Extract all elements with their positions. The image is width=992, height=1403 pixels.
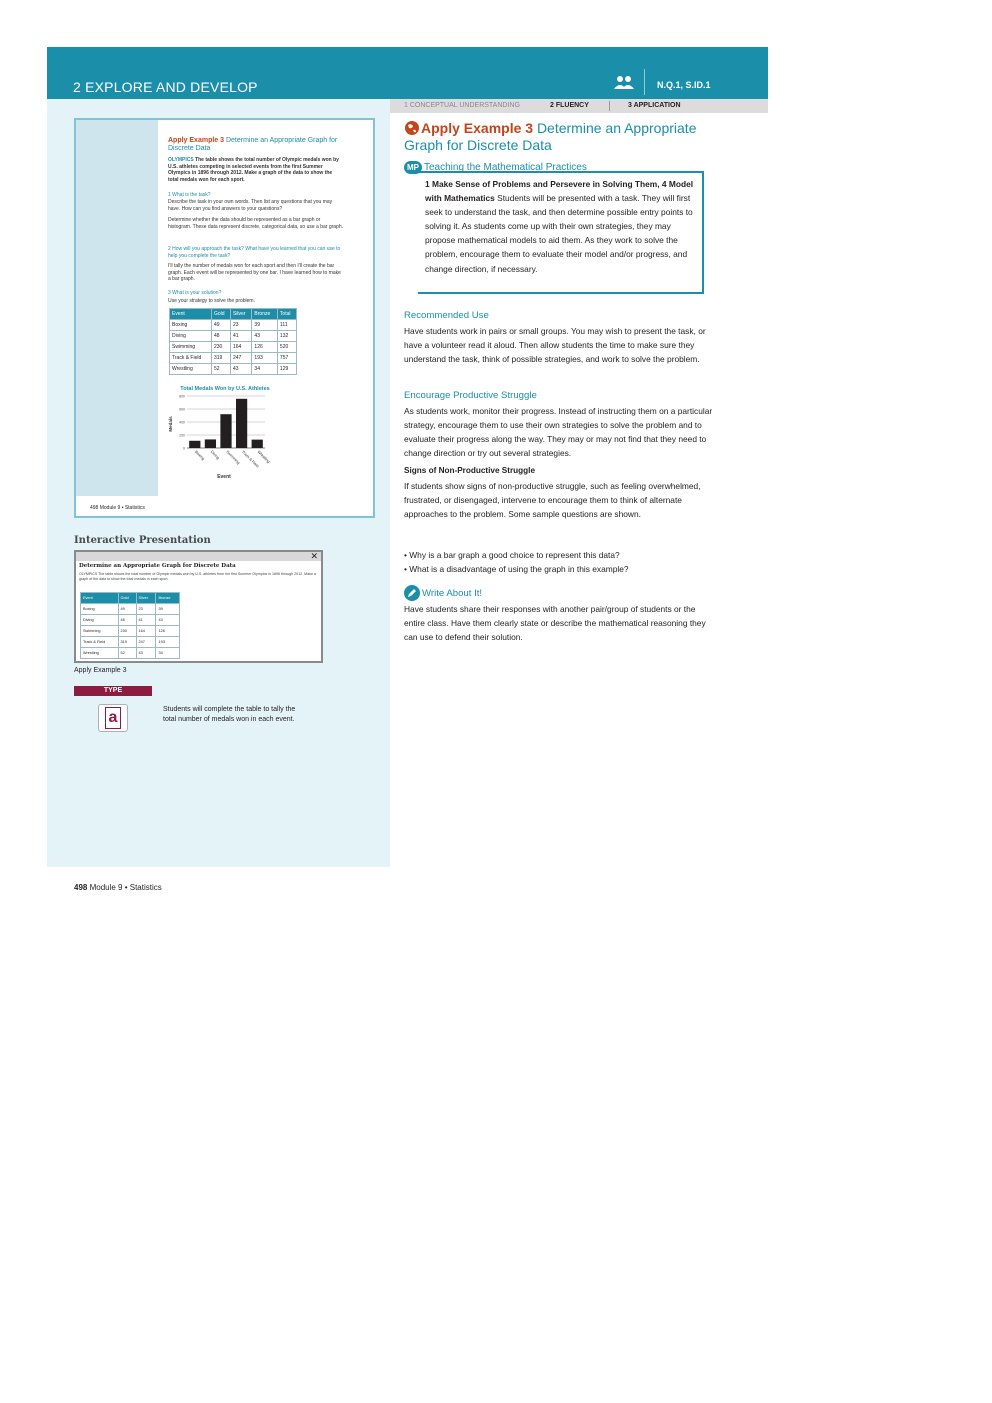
pencil-icon — [404, 585, 420, 601]
chart-title: Total Medals Won by U.S. Athletes — [180, 386, 270, 392]
interactive-caption: Apply Example 3 — [74, 667, 127, 674]
thumbnail-footer: 498 Module 9 • Statistics — [90, 505, 145, 511]
table-row — [81, 626, 180, 637]
table-cell: 41 — [136, 615, 156, 626]
question-bullet: • Why is a bar graph a good choice to represent this data? — [404, 550, 620, 560]
table-cell: 247 — [230, 353, 251, 364]
table-row — [170, 320, 297, 331]
close-icon[interactable]: ✕ — [310, 551, 318, 561]
medal-bar-chart — [165, 382, 280, 482]
table-cell: 757 — [277, 353, 296, 364]
table-cell: Swimming — [170, 342, 212, 353]
tab-conceptual: 1 CONCEPTUAL UNDERSTANDING — [404, 102, 520, 109]
chart-bar — [189, 441, 200, 448]
window-intro: OLYMPICS The table shows the total number of Olympic medals won by U.S. athletes from the first Summer Olympics in 1896 through 2012. Make a graph of the data to show the total medals in each sport. — [79, 572, 316, 581]
table-row — [170, 353, 297, 364]
type-glyph: a — [105, 707, 121, 729]
table-cell: 41 — [230, 331, 251, 342]
productive-struggle-text: As students work, monitor their progress. Instead of instructing them on a particular strategy, encourage them to use their own strategies to solve the problem and to evaluate their progress along the way. They may or may not find that they need to change direction or try out several strategies. — [404, 406, 713, 459]
table-cell: Track & Field — [81, 637, 119, 648]
mp-badge: MP — [404, 161, 422, 174]
table-cell: 49 — [118, 604, 136, 615]
tab-fluency: 2 FLUENCY — [550, 102, 589, 109]
recommended-use-text: Have students work in pairs or small groups. You may wish to present the task, or have a volunteer read it aloud. Then allow students the time to make sure they understand the task, think of possible strategies, and work to solve the problem. — [404, 326, 706, 365]
question-2-text: I'll tally the number of medals won for each sport and then I'll create the bar graph. Each event will be represented by one bar. I have learned how to make a bar graph. — [168, 263, 341, 282]
recommended-use-heading: Recommended Use — [404, 310, 489, 321]
table-header: Bronze — [156, 593, 180, 604]
chart-y-tick: 200 — [179, 433, 185, 438]
table-cell: 52 — [118, 648, 136, 659]
chart-bar — [205, 439, 216, 448]
chart-bar — [220, 414, 231, 448]
table-cell: 43 — [156, 615, 180, 626]
table-cell: 23 — [230, 320, 251, 331]
table-cell: 34 — [156, 648, 180, 659]
interactive-window — [74, 550, 323, 663]
table-cell: 43 — [252, 331, 278, 342]
table-row — [81, 648, 180, 659]
non-productive-text: If students show signs of non-productive struggle, such as feeling overwhelmed, frustrated, or disengaged, intervene to encourage them to think of alternate approaches to the problem. Some sample questions are shown. — [404, 481, 701, 520]
table-header: Event — [81, 593, 119, 604]
table-cell: 193 — [252, 353, 278, 364]
question-3: 3 What is your solution? — [168, 290, 222, 296]
window-title: Determine an Appropriate Graph for Discrete Data — [79, 563, 236, 569]
table-cell: 39 — [252, 320, 278, 331]
example-title: Apply Example 3 Determine an Appropriate Graph for Discrete Data — [404, 120, 697, 153]
table-row — [170, 364, 297, 375]
table-cell: 247 — [136, 637, 156, 648]
table-header: Silver — [136, 593, 156, 604]
table-cell: 193 — [156, 637, 180, 648]
type-description: Students will complete the table to tally the total number of medals won in each event. — [163, 706, 296, 723]
chart-x-label: Event — [217, 474, 231, 480]
rigor-tabs — [390, 99, 768, 113]
table-cell: 43 — [230, 364, 251, 375]
standards-label: N.Q.1, S.ID.1 — [657, 80, 711, 90]
table-cell: Wrestling — [170, 364, 212, 375]
table-header: Gold — [211, 309, 230, 320]
table-cell: 34 — [252, 364, 278, 375]
table-header: Silver — [230, 309, 251, 320]
productive-struggle-heading: Encourage Productive Struggle — [404, 390, 537, 401]
table-cell: 49 — [211, 320, 230, 331]
table-header: Total — [277, 309, 296, 320]
chart-y-label: Medals — [168, 416, 173, 432]
mp-text: 1 Make Sense of Problems and Persevere in Solving Them, 4 Model with Mathematics Students will be presented with a task. They will first seek to understand the task, and then determine possible entry points to solving it. As students come up with their own strategies, they may propose mathematical models to aid them. As they work to solve the problem, encourage them to evaluate their model and/or progress, and change direction, if necessary. — [425, 179, 694, 274]
section-title: 2 EXPLORE AND DEVELOP — [73, 79, 258, 95]
table-row — [170, 331, 297, 342]
chart-x-tick: Wrestling — [256, 449, 271, 464]
medal-table — [169, 308, 297, 375]
page-footer — [74, 883, 162, 892]
chart-y-tick: 400 — [179, 420, 185, 425]
table-cell: 230 — [211, 342, 230, 353]
chart-bar — [252, 440, 263, 448]
table-cell: Swimming — [81, 626, 119, 637]
table-row — [170, 342, 297, 353]
chart-y-tick: 600 — [179, 407, 185, 412]
type-label: TYPE — [74, 686, 152, 696]
chart-y-tick: 0 — [183, 446, 185, 451]
chart-y-tick: 800 — [179, 394, 185, 399]
table-row — [81, 604, 180, 615]
table-cell: 48 — [118, 615, 136, 626]
table-header-row — [170, 309, 297, 320]
student-title: Apply Example 3 Determine an Appropriate Graph for Discrete Data — [168, 137, 338, 152]
question-2: 2 How will you approach the task? What have you learned that you can use to help you complete the task? — [168, 246, 341, 259]
people-group-icon — [613, 74, 635, 90]
table-header: Event — [170, 309, 212, 320]
question-3-text: Use your strategy to solve the problem. — [168, 298, 255, 304]
thumbnail-margin — [76, 120, 158, 496]
table-cell: 230 — [118, 626, 136, 637]
question-1-text: Describe the task in your own words. Then list any questions that you may have. How can you find answers to your questions? — [168, 199, 333, 212]
write-about-heading: Write About It! — [422, 588, 483, 599]
question-bullet: • What is a disadvantage of using the graph in this example? — [404, 564, 629, 574]
chart-bars — [189, 399, 263, 448]
table-cell: 164 — [230, 342, 251, 353]
table-cell: 23 — [136, 604, 156, 615]
interactive-heading: Interactive Presentation — [74, 535, 211, 546]
chart-x-tick: Boxing — [194, 449, 206, 461]
table-cell: 111 — [277, 320, 296, 331]
tab-divider — [609, 101, 610, 111]
question-1: 1 What is the task? — [168, 192, 211, 198]
table-cell: 126 — [156, 626, 180, 637]
tab-application: 3 APPLICATION — [628, 102, 681, 109]
table-cell: 52 — [211, 364, 230, 375]
type-icon[interactable] — [98, 704, 128, 732]
page-footer-text: Module 9 • Statistics — [89, 883, 162, 892]
table-row — [81, 615, 180, 626]
chart-x-tick: Diving — [209, 449, 220, 461]
table-cell: 319 — [118, 637, 136, 648]
interactive-table — [80, 592, 180, 659]
table-cell: 132 — [277, 331, 296, 342]
table-header: Gold — [118, 593, 136, 604]
page-number: 498 — [74, 883, 88, 892]
chart-bar — [236, 399, 247, 448]
table-cell: Wrestling — [81, 648, 119, 659]
header-divider — [644, 69, 645, 95]
table-cell: 126 — [252, 342, 278, 353]
write-about-text: Have students share their responses with another pair/group of students or the entire class. Have them clearly state or describe the mathematical reasoning they can use to defend their solution. — [404, 604, 706, 643]
window-titlebar — [76, 552, 321, 561]
question-1-answer: Determine whether the data should be represented as a bar graph or histogram. These data represent discrete, categorical data, so use a bar graph. — [168, 217, 344, 230]
table-cell: Boxing — [81, 604, 119, 615]
table-cell: 520 — [277, 342, 296, 353]
table-cell: 129 — [277, 364, 296, 375]
table-cell: Diving — [170, 331, 212, 342]
table-cell: 319 — [211, 353, 230, 364]
table-cell: Diving — [81, 615, 119, 626]
chart-x-tick: Swimming — [225, 449, 241, 466]
section-header — [47, 47, 768, 99]
table-cell: Track & Field — [170, 353, 212, 364]
table-cell: Boxing — [170, 320, 212, 331]
non-productive-heading: Signs of Non-Productive Struggle — [404, 466, 536, 475]
table-cell: 48 — [211, 331, 230, 342]
table-row — [81, 637, 180, 648]
chart-x-tick: Track & Field — [240, 449, 260, 469]
table-cell: 39 — [156, 604, 180, 615]
mp-heading: Teaching the Mathematical Practices — [424, 162, 587, 173]
table-cell: 43 — [136, 648, 156, 659]
table-cell: 164 — [136, 626, 156, 637]
student-intro: OLYMPICS The table shows the total number of Olympic medals won by U.S. athletes competing in selected events from the first Summer Olympics in 1896 through 2012. Make a graph of the data to show the total medals won for each sport. — [168, 157, 339, 183]
table-header: Bronze — [252, 309, 278, 320]
